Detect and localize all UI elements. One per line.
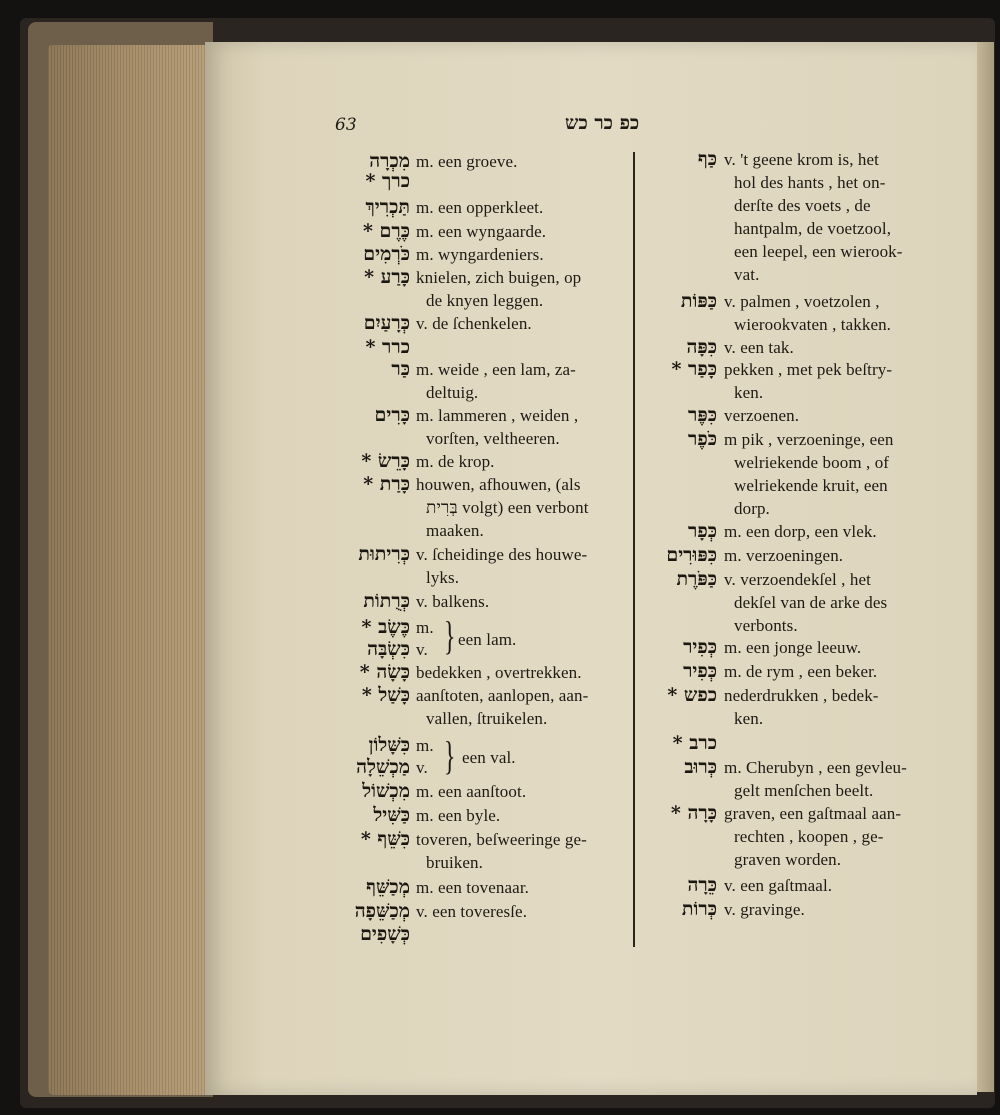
headword: כָּשַׁל * xyxy=(361,684,410,706)
definition-line: dorp. xyxy=(734,499,770,518)
headword: כִּפּוּרִים xyxy=(666,544,717,566)
headword: כָּרֵשׂ * xyxy=(361,450,410,472)
definition-line: m. de rym , een beker. xyxy=(724,662,878,681)
headword: מִכְרָה xyxy=(369,150,410,172)
definition-line: houwen, afhouwen, (als xyxy=(416,475,581,494)
definition-line: m. een byle. xyxy=(416,806,501,825)
definition-line: gelt menſchen beelt. xyxy=(734,781,874,800)
definition-line: v. een toveresſe. xyxy=(416,902,528,921)
brace-gloss: een val. xyxy=(462,748,516,767)
definition-line: m. verzoeningen. xyxy=(724,546,844,565)
headword: כְּרִיתוּת xyxy=(358,543,410,565)
definition-line: verzoenen. xyxy=(724,406,800,425)
headword: כִּפֶּר xyxy=(688,404,717,426)
definition-line: ken. xyxy=(734,383,764,402)
definition-line: wierookvaten , takken. xyxy=(734,315,892,334)
headword: כרר * xyxy=(365,336,410,358)
definition-line: m. Cherubyn , een gevleu- xyxy=(724,758,907,777)
brace: } xyxy=(443,733,456,778)
headword: כָּרַת * xyxy=(363,473,410,495)
definition-line: maaken. xyxy=(426,521,484,540)
headword: כְּשָׁפִים xyxy=(360,923,410,945)
definition-line: een leepel, een wierook- xyxy=(734,242,903,261)
headword: כְּרָעַיִם xyxy=(363,312,410,334)
headword: כִּפָּה xyxy=(686,336,717,358)
headword: כַּר xyxy=(391,358,410,380)
definition-line: derſte des voets , de xyxy=(734,196,871,215)
headword: כָּרָה * xyxy=(670,802,717,824)
definition-line: graven worden. xyxy=(734,850,842,869)
definition-line: ken. xyxy=(734,709,764,728)
definition-line: hantpalm, de voetzool, xyxy=(734,219,892,238)
definition-line: vat. xyxy=(734,265,760,284)
brace-gloss: een lam. xyxy=(458,630,517,649)
definition-line: m. een aanſtoot. xyxy=(416,782,527,801)
headword: כַּף xyxy=(697,148,717,170)
headword: כִּשָּׁלוֹן xyxy=(368,734,410,756)
definition-line: v. een gaſtmaal. xyxy=(724,876,833,895)
running-head: כפ כר כש xyxy=(565,112,640,134)
headword: כֶּשֶׂב * xyxy=(361,616,410,638)
definition-line: rechten , koopen , ge- xyxy=(734,827,884,846)
definition-line: bedekken , overtrekken. xyxy=(416,663,582,682)
headword: כְּרוּב xyxy=(684,756,717,778)
headword: כְּפָר xyxy=(688,520,717,542)
definition-line: m. een wyngaarde. xyxy=(416,222,547,241)
definition-line: welriekende boom , of xyxy=(734,453,890,472)
definition-line: m. een tovenaar. xyxy=(416,878,529,897)
definition-line: m. een opperkleet. xyxy=(416,198,544,217)
definition-line: lyks. xyxy=(426,568,460,587)
definition-line: v. 't geene krom is, het xyxy=(724,150,879,169)
headword: כְּפִיר xyxy=(683,660,717,682)
definition-line: v. een tak. xyxy=(724,338,794,357)
definition-line: graven, een gaſtmaal aan- xyxy=(724,804,902,823)
headword: כרב * xyxy=(672,732,717,754)
headword: מִכְשׁוֹל xyxy=(362,780,410,802)
definition-line: toveren, beſweeringe ge- xyxy=(416,830,587,849)
definition-line: m pik , verzoeninge, een xyxy=(724,430,894,449)
page-number: 63 xyxy=(335,115,357,135)
definition-line: knielen, zich buigen, op xyxy=(416,268,582,287)
headword: כָּרִים xyxy=(374,404,410,426)
headword: כָּרַע * xyxy=(364,266,410,288)
headword: כָּשָׂה * xyxy=(359,661,410,683)
headword: כַּפֹּרֶת xyxy=(676,568,717,590)
definition-line: hol des hants , het on- xyxy=(734,173,886,192)
definition-line: m. wyngardeniers. xyxy=(416,245,544,264)
definition-line: vallen, ſtruikelen. xyxy=(426,709,548,728)
headword: כִּשְׂבָּה xyxy=(367,638,410,660)
definition-line: dekſel van de arke des xyxy=(734,593,888,612)
definition-line: aanſtoten, aanlopen, aan- xyxy=(416,686,589,705)
definition-line: v. xyxy=(416,758,428,777)
headword: מַכְשֵׁלָה xyxy=(356,756,410,778)
definition-line: v. verzoendekſel , het xyxy=(724,570,871,589)
headword: כרך * xyxy=(365,170,410,192)
headword: כִּשֵּׁף * xyxy=(360,828,410,850)
definition-line: v. balkens. xyxy=(416,592,490,611)
headword: כֹּפֶר xyxy=(688,428,717,450)
definition-line: m. een dorp, een vlek. xyxy=(724,522,877,541)
definition-line: verbonts. xyxy=(734,616,798,635)
headword: כָּפַר * xyxy=(671,358,717,380)
headword: כְּרוֹת xyxy=(681,898,717,920)
headword: כפש * xyxy=(667,684,717,706)
definition-line: m. een jonge leeuw. xyxy=(724,638,862,657)
page-block-edge xyxy=(48,45,218,1095)
headword: תַּכְרִיךְ xyxy=(365,196,410,218)
headword: כַּפּוֹת xyxy=(680,290,717,312)
definition-line: v. gravinge. xyxy=(724,900,805,919)
definition-line: v. palmen , voetzolen , xyxy=(724,292,880,311)
headword: כְּרֻתוֹת xyxy=(363,590,410,612)
definition-line: vorſten, veltheeren. xyxy=(426,429,560,448)
definition-line: v. ſcheidinge des houwe- xyxy=(416,545,588,564)
headword: מְכַשֵּׁפָה xyxy=(354,900,410,922)
definition-line: בְּרִית volgt) een verbont xyxy=(426,498,589,517)
headword: כְּפִיר xyxy=(683,636,717,658)
headword: כֵּרָה xyxy=(687,874,717,896)
definition-line: v. de ſchenkelen. xyxy=(416,314,532,333)
definition-line: pekken , met pek beſtry- xyxy=(724,360,893,379)
headword: כֶּרֶם * xyxy=(362,220,410,242)
definition-line: m. xyxy=(416,618,434,637)
definition-line: v. xyxy=(416,640,428,659)
definition-line: m. lammeren , weiden , xyxy=(416,406,579,425)
definition-line: bruiken. xyxy=(426,853,483,872)
definition-line: deltuig. xyxy=(426,383,479,402)
definition-line: m. de krop. xyxy=(416,452,495,471)
definition-line: welriekende kruit, een xyxy=(734,476,888,495)
definition-line: m. een groeve. xyxy=(416,152,518,171)
headword: כַּשִּׁיל xyxy=(373,804,410,826)
headword: כֹּרְמִים xyxy=(363,243,410,265)
brace: } xyxy=(443,613,456,658)
definition-line: de knyen leggen. xyxy=(426,291,544,310)
definition-line: m. xyxy=(416,736,434,755)
column-divider xyxy=(633,152,635,947)
definition-line: m. weide , een lam, za- xyxy=(416,360,576,379)
headword: מְכַשֵּׁף xyxy=(366,876,410,898)
definition-line: nederdrukken , bedek- xyxy=(724,686,879,705)
